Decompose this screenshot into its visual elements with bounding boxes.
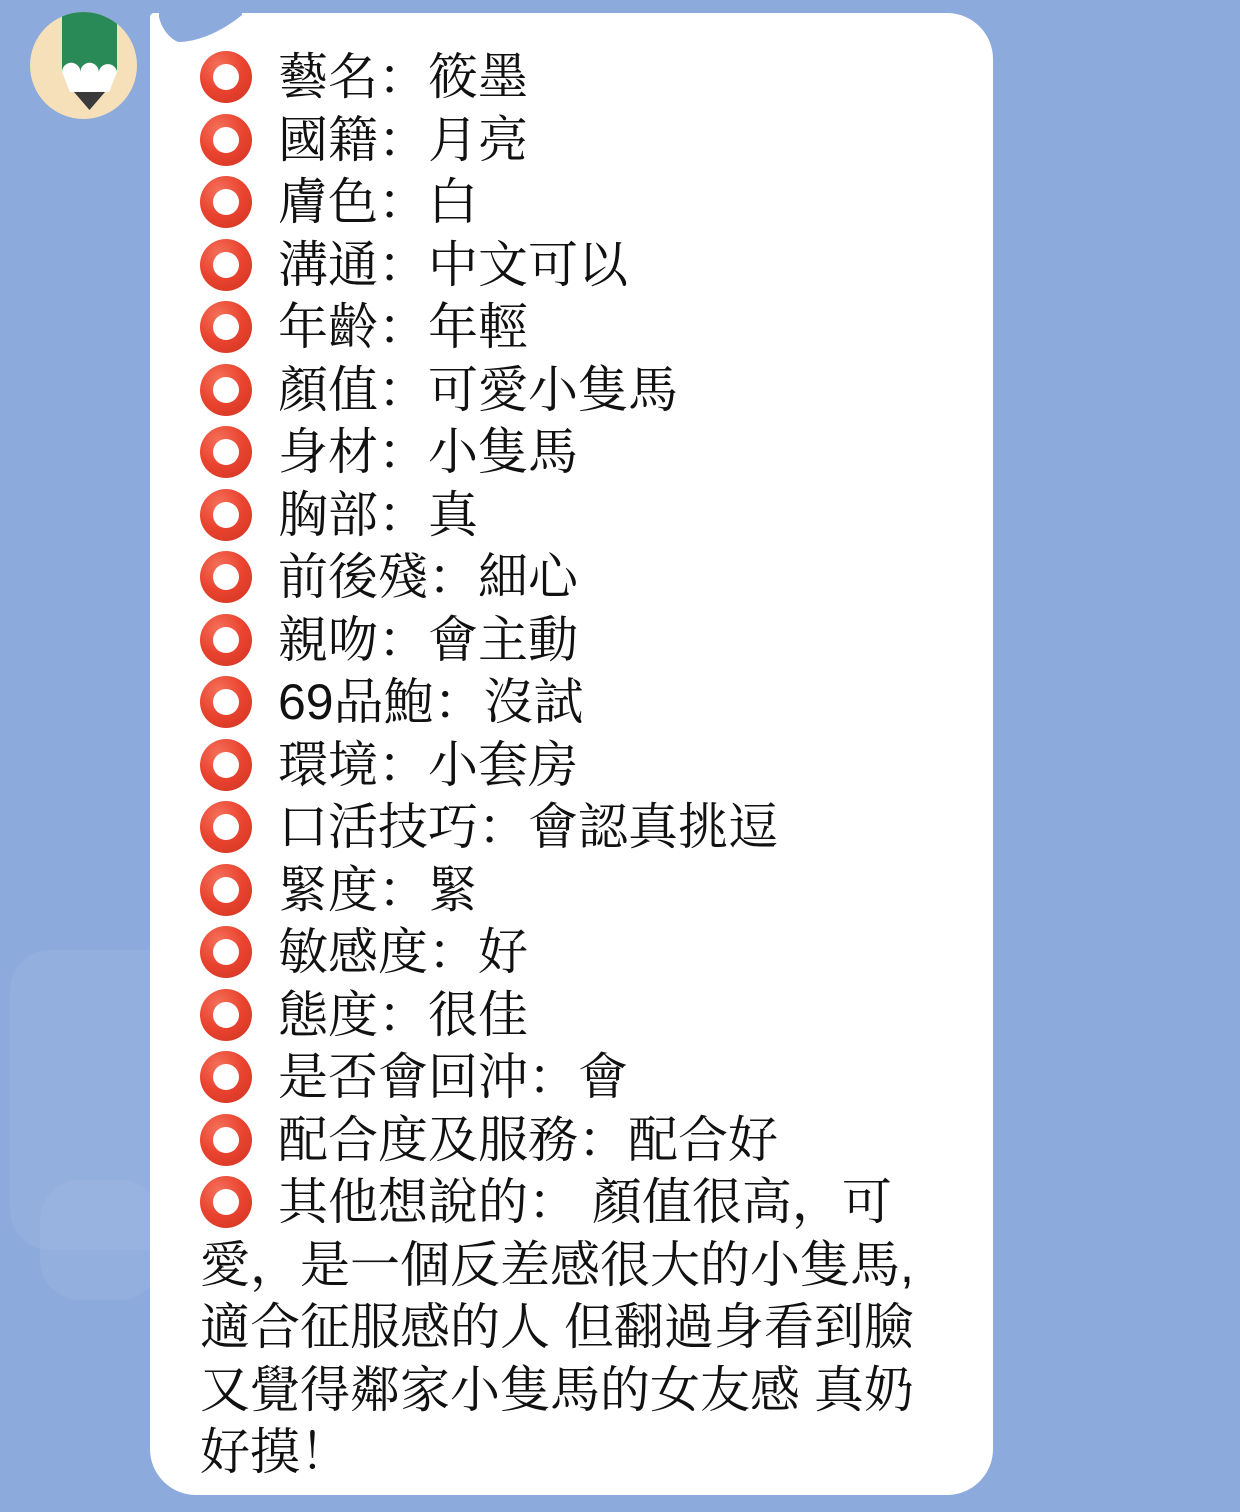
paragraph-line <box>200 1421 973 1484</box>
bullet-text: 胸部：真 <box>278 486 478 543</box>
bullet-row <box>200 234 973 297</box>
bullet-text: 環境：小套房 <box>278 736 578 793</box>
bullet-row <box>200 546 973 609</box>
bullet-text: 緊度：緊 <box>278 861 478 918</box>
bullet-row <box>200 296 973 359</box>
hollow-red-circle-emoji <box>200 114 252 166</box>
bullet-row <box>200 859 973 922</box>
bullet-text: 是否會回沖：會 <box>278 1049 628 1105</box>
hollow-red-circle-emoji <box>200 51 252 103</box>
bullet-text: 親吻：會主動 <box>278 611 578 668</box>
paragraph-text: 好摸！ <box>200 1424 350 1480</box>
hollow-red-circle-emoji <box>200 1176 252 1228</box>
bullet-text: 其他想說的： 顏值很高，可 <box>278 1174 892 1230</box>
bullet-row <box>200 671 973 734</box>
paragraph-line <box>200 1359 973 1422</box>
bullet-row <box>200 921 973 984</box>
bullet-text: 敏感度：好 <box>278 924 528 980</box>
bullet-text: 膚色：白 <box>278 174 478 230</box>
hollow-red-circle-emoji <box>200 239 252 291</box>
bullet-row <box>200 984 973 1047</box>
paragraph-text: 又覺得鄰家小隻馬的女友感 真奶 <box>200 1361 914 1418</box>
bullet-text: 年齡：年輕 <box>278 299 528 355</box>
hollow-red-circle-emoji <box>200 864 252 916</box>
hollow-red-circle-emoji <box>200 176 252 228</box>
hollow-red-circle-emoji <box>200 739 252 791</box>
hollow-red-circle-emoji <box>200 426 252 478</box>
bullet-text: 69品鮑：沒試 <box>278 674 584 730</box>
bullet-row <box>200 46 973 109</box>
avatar[interactable] <box>30 12 137 119</box>
pencil-avatar-icon <box>30 12 137 119</box>
bullet-text: 配合度及服務：配合好 <box>278 1111 778 1168</box>
paragraph-text: 適合征服感的人 但翻過身看到臉 <box>200 1299 914 1355</box>
bullet-text: 身材：小隻馬 <box>278 424 578 480</box>
chat-bubble <box>150 13 993 1495</box>
hollow-red-circle-emoji <box>200 926 252 978</box>
hollow-red-circle-emoji <box>200 1114 252 1166</box>
paragraph-line <box>200 1234 973 1297</box>
paragraph-text: 愛，是一個反差感很大的小隻馬, <box>200 1236 914 1293</box>
bullet-text: 口活技巧：會認真挑逗 <box>278 799 778 855</box>
bullet-row <box>200 796 973 859</box>
hollow-red-circle-emoji <box>200 989 252 1041</box>
hollow-red-circle-emoji <box>200 801 252 853</box>
bullet-row <box>200 359 973 422</box>
hollow-red-circle-emoji <box>200 614 252 666</box>
hollow-red-circle-emoji <box>200 1051 252 1103</box>
hollow-red-circle-emoji <box>200 551 252 603</box>
bullet-row <box>200 1046 973 1109</box>
hollow-red-circle-emoji <box>200 676 252 728</box>
bullet-row <box>200 609 973 672</box>
bullet-row <box>200 421 973 484</box>
bullet-text: 溝通：中文可以 <box>278 236 628 293</box>
hollow-red-circle-emoji <box>200 489 252 541</box>
hollow-red-circle-emoji <box>200 301 252 353</box>
paragraph-line <box>200 1296 973 1359</box>
background-blob <box>40 1180 160 1300</box>
bullet-text: 國籍：月亮 <box>278 111 528 168</box>
bullet-row <box>200 109 973 172</box>
bullet-row <box>200 171 973 234</box>
hollow-red-circle-emoji <box>200 364 252 416</box>
bullet-text: 前後殘：細心 <box>278 549 578 605</box>
bullet-text: 態度：很佳 <box>278 986 528 1043</box>
bullet-text: 藝名：筱墨 <box>278 49 528 105</box>
bullet-row <box>200 734 973 797</box>
bullet-text: 顏值：可愛小隻馬 <box>278 361 678 418</box>
bullet-row <box>200 1171 973 1234</box>
bullet-row <box>200 1109 973 1172</box>
bullet-row <box>200 484 973 547</box>
